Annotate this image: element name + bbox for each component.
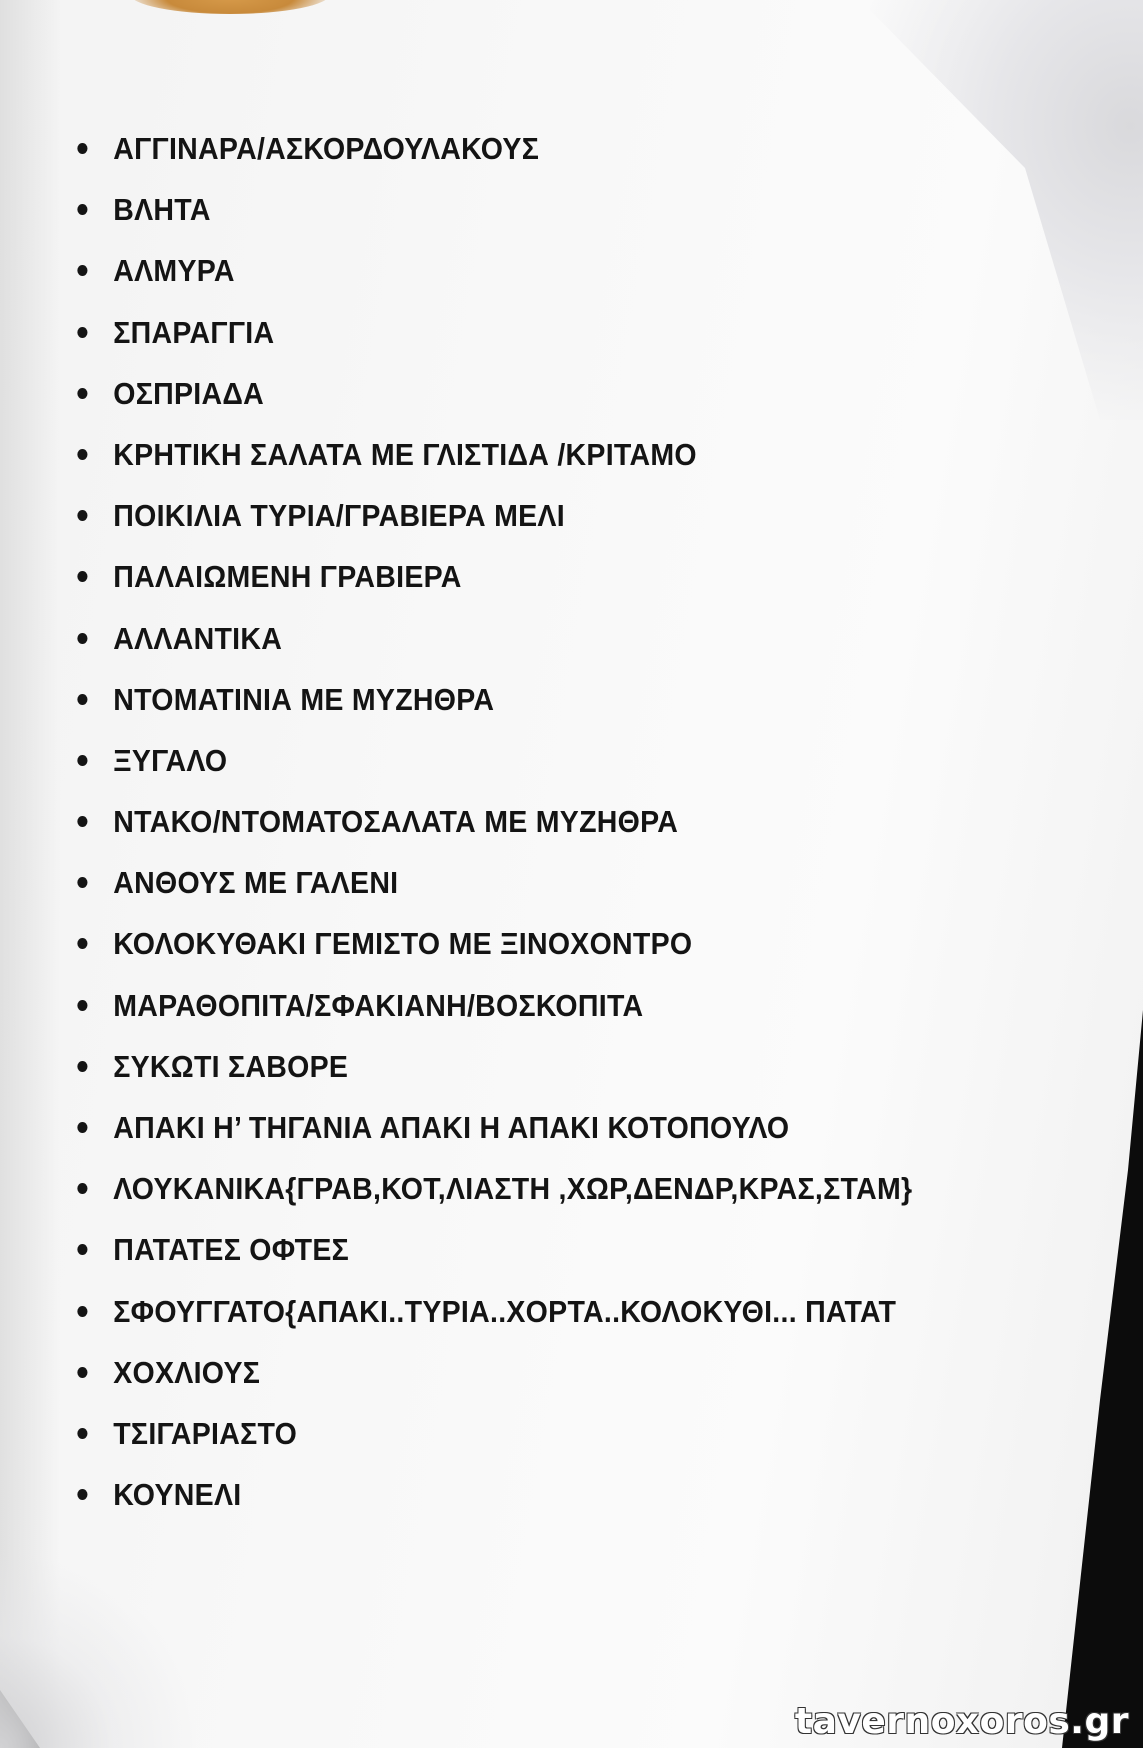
bullet-icon — [77, 143, 87, 154]
menu-item-label: ΣΥΚΩΤΙ ΣΑΒΟΡΕ — [113, 1048, 349, 1084]
paper-fold-left — [0, 0, 60, 1748]
bullet-icon — [77, 816, 87, 827]
bullet-icon — [77, 1489, 87, 1500]
menu-item — [70, 240, 912, 301]
menu-item-label: ΠΟΙΚΙΛΙΑ ΤΥΡΙΑ/ΓΡΑΒΙΕΡΑ ΜΕΛΙ — [113, 498, 565, 534]
menu-item-label: ΚΟΥΝΕΛΙ — [113, 1477, 242, 1513]
bullet-icon — [77, 755, 87, 766]
menu-item — [70, 913, 912, 974]
bullet-icon — [77, 388, 87, 399]
bullet-icon — [77, 1000, 87, 1011]
menu-item-label: ΚΟΛΟΚΥΘΑΚΙ ΓΕΜΙΣΤΟ ΜΕ ΞΙΝΟΧΟΝΤΡΟ — [113, 926, 693, 962]
menu-item-label: ΞΥΓΑΛΟ — [113, 742, 228, 778]
menu-item — [70, 118, 912, 179]
menu-item — [70, 485, 912, 546]
menu-item-label: ΑΝΘΟΥΣ ΜΕ ΓΑΛΕΝΙ — [113, 865, 399, 901]
menu-item — [70, 1464, 912, 1525]
bullet-icon — [77, 327, 87, 338]
bullet-icon — [77, 1122, 87, 1133]
bullet-icon — [77, 1367, 87, 1378]
bullet-icon — [77, 1061, 87, 1072]
bullet-icon — [77, 265, 87, 276]
bullet-icon — [77, 449, 87, 460]
bullet-icon — [77, 633, 87, 644]
menu-item — [70, 363, 912, 424]
menu-item-label: ΠΑΛΑΙΩΜΕΝΗ ΓΡΑΒΙΕΡΑ — [113, 559, 462, 595]
paper-fold-bottom — [0, 1550, 200, 1748]
bullet-icon — [77, 1428, 87, 1439]
bullet-icon — [77, 510, 87, 521]
bullet-icon — [77, 938, 87, 949]
bullet-icon — [77, 1306, 87, 1317]
menu-item — [70, 730, 912, 791]
bullet-icon — [77, 204, 87, 215]
menu-item — [70, 424, 912, 485]
menu-item — [70, 1403, 912, 1464]
bullet-icon — [77, 877, 87, 888]
bullet-icon — [77, 1183, 87, 1194]
menu-item-label: ΑΛΛΑΝΤΙΚΑ — [113, 620, 283, 656]
menu-item — [70, 1342, 912, 1403]
menu-item-label: ΑΠΑΚΙ Η’ ΤΗΓΑΝΙΑ ΑΠΑΚΙ Η ΑΠΑΚΙ ΚΟΤΟΠΟΥΛΟ — [113, 1110, 790, 1145]
menu-item — [70, 852, 912, 913]
bullet-icon — [77, 571, 87, 582]
menu-item — [70, 179, 912, 240]
menu-list — [70, 118, 986, 1525]
menu-item-label: ΧΟΧΛΙΟΥΣ — [113, 1354, 261, 1390]
menu-item-label: ΑΓΓΙΝΑΡΑ/ΑΣΚΟΡΔΟΥΛΑΚΟΥΣ — [113, 131, 540, 166]
menu-item-label: ΟΣΠΡΙΑΔΑ — [113, 375, 264, 411]
menu-item-label: ΝΤΟΜΑΤΙΝΙΑ ΜΕ ΜΥΖΗΘΡΑ — [113, 681, 495, 717]
menu-item-label: ΚΡΗΤΙΚΗ ΣΑΛΑΤΑ ΜΕ ΓΛΙΣΤΙΔΑ /ΚΡΙΤΑΜΟ — [113, 436, 697, 472]
menu-item-label: ΛΟΥΚΑΝΙΚΑ{ΓΡΑΒ,ΚΟΤ,ΛΙΑΣΤΗ ,ΧΩΡ,ΔΕΝΔΡ,ΚΡΑΣ,ΣΤΑΜ} — [113, 1171, 913, 1207]
menu-item — [70, 669, 912, 730]
menu-item — [70, 1219, 912, 1280]
menu-item-label: ΒΛΗΤΑ — [113, 192, 211, 228]
bullet-icon — [77, 1244, 87, 1255]
menu-item — [70, 302, 912, 363]
menu-item-label: ΝΤΑΚΟ/ΝΤΟΜΑΤΟΣΑΛΑΤΑ ΜΕ ΜΥΖΗΘΡΑ — [113, 804, 679, 840]
menu-item — [70, 975, 912, 1036]
menu-item — [70, 608, 912, 669]
watermark-text: tavernoxoros.gr — [794, 1701, 1129, 1742]
menu-item — [70, 546, 912, 607]
menu-item-label: ΣΠΑΡΑΓΓΙΑ — [113, 314, 275, 350]
menu-item-label: ΜΑΡΑΘΟΠΙΤΑ/ΣΦΑΚΙΑΝΗ/ΒΟΣΚΟΠΙΤΑ — [113, 987, 644, 1023]
menu-item — [70, 1036, 912, 1097]
menu-item — [70, 1281, 912, 1342]
bullet-icon — [77, 694, 87, 705]
menu-item-label: ΑΛΜΥΡΑ — [113, 253, 235, 289]
menu-item-label: ΤΣΙΓΑΡΙΑΣΤΟ — [113, 1415, 298, 1451]
menu-item-label: ΠΑΤΑΤΕΣ ΟΦΤΕΣ — [113, 1232, 350, 1268]
menu-item — [70, 791, 912, 852]
menu-item — [70, 1158, 912, 1219]
menu-item — [70, 1097, 912, 1158]
menu-item-label: ΣΦΟΥΓΓΑΤΟ{ΑΠΑΚΙ..ΤΥΡΙΑ..ΧΟΡΤΑ..ΚΟΛΟΚΥΘΙ... ΠΑΤΑΤ — [113, 1293, 897, 1329]
